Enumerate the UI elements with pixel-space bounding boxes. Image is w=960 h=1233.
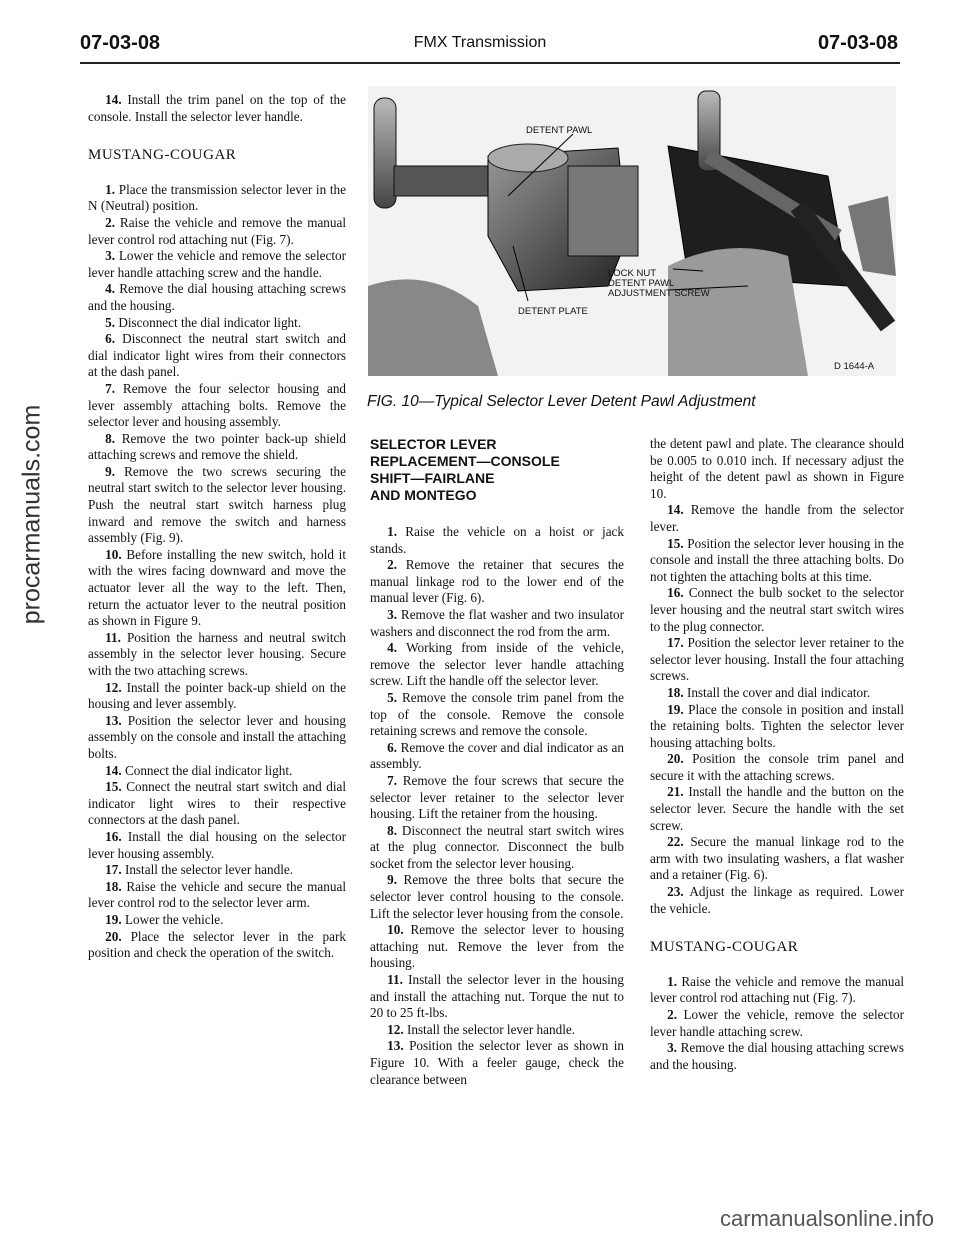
list-item: 1. Place the transmission selector lever in the N (Neutral) position.: [88, 181, 346, 214]
list-item: 12. Install the pointer back-up shield on the housing and lever assembly.: [88, 679, 346, 712]
list-item: 8. Disconnect the neutral start switch wires at the plug connector. Disconnect the bulb socket from the selector lever housing.: [370, 822, 625, 871]
paragraph: 14. Install the trim panel on the top of the console. Install the selector lever handle.: [88, 92, 347, 124]
list-item: 12. Install the selector lever handle.: [387, 1021, 576, 1037]
list-item: 4. Remove the dial housing attaching screws and the housing.: [88, 281, 346, 313]
list-item: 13. Position the selector lever and housing assembly on the console and install the attaching bolts.: [88, 712, 346, 761]
list-item: 10. Remove the selector lever to housing attaching nut. Remove the lever from the housing.: [370, 922, 624, 971]
list-item: 7. Remove the four selector housing and lever assembly attaching bolts. Remove the selector lever and housing assembly.: [88, 380, 347, 430]
list-item: 6. Disconnect the neutral start switch and dial indicator light wires from their connectors at the dash panel.: [88, 331, 346, 380]
step-list: [650, 502, 904, 917]
list-item: 17. Position the selector lever retainer to the selector lever housing. Install the four attaching screws.: [650, 635, 904, 684]
list-item: 15. Connect the neutral start switch and dial indicator light wires to their respective connectors at the dash panel.: [88, 779, 347, 828]
list-item: 5. Disconnect the dial indicator light.: [105, 314, 302, 330]
list-item: 19. Place the console in position and install the retaining bolts. Tighten the selector lever housing attaching bolts.: [650, 701, 905, 750]
page-number-left: 07-03-08: [80, 32, 161, 54]
list-item: 5. Remove the console trim panel from the top of the console. Remove the console retaining screws and remove the console.: [370, 689, 624, 739]
list-item: 17. Install the selector lever handle.: [105, 862, 294, 878]
figure-caption: FIG. 10—Typical Selector Lever Detent Pawl Adjustment: [367, 393, 756, 410]
side-watermark: procarmanuals.com: [17, 404, 46, 625]
step-list: [88, 182, 346, 962]
section-heading: MUSTANG-COUGAR: [88, 147, 237, 164]
column-2: [370, 436, 624, 1088]
footer-watermark: carmanualsonline.info: [720, 1206, 935, 1231]
list-item: 20. Place the selector lever in the park position and check the operation of the switch.: [88, 928, 346, 961]
list-item: 1. Raise the vehicle and remove the manual lever control rod attaching nut (Fig. 7).: [650, 973, 904, 1006]
list-item: 14. Remove the handle from the selector lever.: [650, 502, 905, 534]
header-rule: [80, 62, 900, 64]
list-item: 3. Remove the flat washer and two insulator washers and disconnect the rod from the arm.: [370, 606, 624, 639]
list-item: 14. Connect the dial indicator light.: [105, 762, 293, 778]
list-item: 21. Install the handle and the button on the selector lever. Secure the handle with the set screw.: [650, 784, 904, 833]
list-item: 18. Install the cover and dial indicator.: [667, 684, 871, 700]
section-heading: MUSTANG-COUGAR: [650, 939, 799, 956]
list-item: 7. Remove the four screws that secure the selector lever retainer to the selector lever housing. Lift the retainer from the housing.: [370, 772, 624, 822]
label-detent-plate: DETENT PLATE: [518, 306, 588, 317]
list-item: 2. Lower the vehicle, remove the selector lever handle attaching screw.: [650, 1007, 905, 1039]
list-item: 9. Remove the three bolts that secure the selector lever control housing to the console. Lift the selector lever housing from the console.: [370, 872, 625, 921]
page-title: FMX Transmission: [413, 34, 547, 51]
list-item: 16. Install the dial housing on the selector lever housing assembly.: [88, 828, 347, 861]
figure-photo: [368, 86, 896, 376]
list-item: 8. Remove the two pointer back-up shield attaching screws and remove the shield.: [88, 430, 347, 463]
list-item: 1. Raise the vehicle on a hoist or jack stands.: [370, 524, 625, 556]
list-item: 15. Position the selector lever housing in the console and install the three attaching bolts. Do not tighten the attaching bolts at this time.: [650, 535, 904, 584]
list-item: 2. Remove the retainer that secures the manual linkage rod to the lower end of the manual lever (Fig. 6).: [370, 557, 624, 606]
list-item: 11. Install the selector lever in the housing and install the attaching nut. Torque the nut to 20 to 25 ft-lbs.: [370, 972, 624, 1021]
list-item: 18. Raise the vehicle and secure the manual lever control rod to the selector lever arm.: [88, 878, 346, 911]
figure-code: D 1644-A: [834, 361, 875, 372]
list-item: 4. Working from inside of the vehicle, remove the selector lever handle attaching screw. Lift the handle off the selector lever.: [370, 640, 624, 689]
label-adjustment-screw-2: ADJUSTMENT SCREW: [608, 288, 710, 299]
label-lock-nut: LOCK NUT: [608, 268, 657, 279]
list-item: 19. Lower the vehicle.: [105, 911, 224, 927]
label-adjustment-screw-1: DETENT PAWL: [608, 278, 675, 289]
list-item: 11. Position the harness and neutral switch assembly in the selector lever housing. Secure with the two attaching screws.: [88, 629, 346, 678]
list-item: 9. Remove the two screws securing the neutral start switch to the selector lever housing. Push the neutral start switch harness plug inward and remove the switch and harness assembly (Fig. 9).: [88, 463, 347, 546]
list-item: 13. Position the selector lever as shown in Figure 10. With a feeler gauge, check the clearance between: [370, 1038, 625, 1087]
label-detent-pawl: DETENT PAWL: [526, 125, 593, 136]
column-1: [88, 92, 346, 962]
step-list: [650, 974, 904, 1074]
list-item: 20. Position the console trim panel and secure it with the attaching screws.: [650, 751, 904, 783]
paragraph-continued: the detent pawl and plate. The clearance should be 0.005 to 0.010 inch. If necessary adjust the height of the detent pawl as shown in Figure 10.: [650, 436, 904, 501]
page-number-right: 07-03-08: [817, 32, 898, 54]
list-item: 22. Secure the manual linkage rod to the arm with two insulating washers, a flat washer and a retainer (Fig. 6).: [650, 834, 904, 883]
list-item: 16. Connect the bulb socket to the selector lever housing and the neutral start switch wires to the plug connector.: [650, 585, 905, 634]
list-item: 3. Lower the vehicle and remove the selector lever handle attaching screw and the handle.: [88, 248, 346, 280]
step-list: [370, 524, 624, 1088]
column-3: [650, 436, 904, 1073]
list-item: 3. Remove the dial housing attaching screws and the housing.: [650, 1040, 904, 1072]
list-item: 2. Raise the vehicle and remove the manual lever control rod attaching nut (Fig. 7).: [88, 214, 347, 247]
detent-pawl-diagram: [368, 86, 896, 376]
list-item: 10. Before installing the new switch, hold it with the wires facing downward and move the actuator lever all the way to the left. Then, return the actuator lever to the neutral position as shown in Figure 9.: [88, 546, 346, 629]
list-item: 6. Remove the cover and dial indicator as an assembly.: [370, 739, 624, 772]
section-heading: SELECTOR LEVER REPLACEMENT—CONSOLE SHIFT—FAIRLANE AND MONTEGO: [370, 436, 560, 503]
list-item: 23. Adjust the linkage as required. Lower the vehicle.: [650, 884, 904, 916]
